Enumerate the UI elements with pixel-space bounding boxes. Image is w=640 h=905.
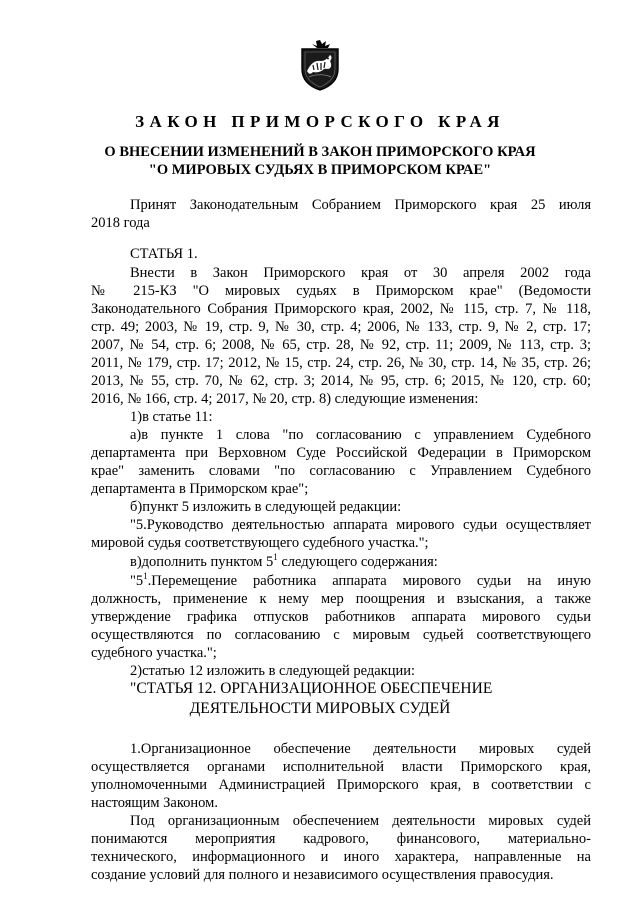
article-12-paragraph-2-line: технического, информационного и иного характера, направленные на xyxy=(91,849,591,865)
article-12-paragraph-1-line: 1.Организационное обеспечение деятельности мировых судей xyxy=(130,741,591,757)
quote-point-5-1-line: судебного участка."; xyxy=(91,645,217,661)
item-1v-heading: в)дополнить пунктом $5^1$ следующего содержания: xyxy=(130,552,438,570)
item-1a-line: департамента в Приморском крае"; xyxy=(91,481,309,497)
article-1-intro-line: Законодательного Собрания Приморского края, 2002, № 115, стр. 7, № 118, xyxy=(91,301,591,317)
article-12-paragraph-2-line: Под организационным обеспечением деятельности мировых судей xyxy=(130,813,591,829)
article-1-intro-line: стр. 49; 2003, № 19, стр. 9, № 30, стр. 4; 2006, № 133, стр. 9, № 2, стр. 17; xyxy=(91,319,591,335)
article-12-paragraph-1-line: настоящим Законом. xyxy=(91,795,218,811)
item-2-heading: 2)статью 12 изложить в следующей редакции: xyxy=(130,663,416,679)
quote-point-5-line: мировой судья соответствующего судебного участка."; xyxy=(91,535,429,551)
quote-point-5-line: "5.Руководство деятельностью аппарата мирового судьи осуществляет xyxy=(130,517,591,533)
quote-point-5-1-line: утверждение графика отпусков работников аппарата мирового судьи xyxy=(91,609,591,625)
article-1-intro-line: 2007, № 54, стр. 6; 2008, № 65, стр. 28, № 92, стр. 11; 2009, № 113, стр. 3; xyxy=(91,337,591,353)
article-1-intro-line: 2016, № 166, стр. 4; 2017, № 20, стр. 8) следующие изменения: xyxy=(91,391,479,407)
article-1-intro-line: № 215-КЗ "О мировых судьях в Приморском крае" (Ведомости xyxy=(91,283,591,299)
quote-point-5-1-line: "$5^1.Перемещение$ работника аппарата мирового судьи на иную xyxy=(130,571,591,589)
adoption-line-2: 2018 года xyxy=(91,215,150,231)
article-1-heading: СТАТЬЯ 1. xyxy=(130,246,198,262)
quote-point-5-1-line: осуществляются по согласованию с мировым судьей соответствующего xyxy=(91,627,591,643)
article-1-intro-line: 2013, № 55, стр. 70, № 62, стр. 3; 2014, № 95, стр. 6; 2015, № 120, стр. 60; xyxy=(91,373,591,389)
law-title: ЗАКОН ПРИМОРСКОГО КРАЯ xyxy=(135,112,505,131)
article-12-paragraph-1-line: уполномоченными Администрацией Приморского края, в соответствии с xyxy=(91,777,591,793)
item-1b-heading: б)пункт 5 изложить в следующей редакции: xyxy=(130,499,402,515)
article-1-intro-line: Внести в Закон Приморского края от 30 апреля 2002 года xyxy=(130,265,591,281)
article-12-paragraph-1-line: осуществляется органами исполнительной власти Приморского края, xyxy=(91,759,591,775)
amendment-title-line-1: О ВНЕСЕНИИ ИЗМЕНЕНИЙ В ЗАКОН ПРИМОРСКОГО КРАЯ xyxy=(104,144,536,160)
adoption-line-1: Принят Законодательным Собранием Приморского края 25 июля xyxy=(130,197,591,213)
item-1a-line: а)в пункте 1 слова "по согласованию с управлением Судебного xyxy=(130,427,591,443)
amendment-title-line-2: "О МИРОВЫХ СУДЬЯХ В ПРИМОРСКОМ КРАЕ" xyxy=(148,162,492,178)
coat-of-arms-icon xyxy=(299,39,341,91)
article-12-paragraph-2-line: понимаются мероприятия кадрового, финансового, материально- xyxy=(91,831,591,847)
item-1a-line: крае" заменить словами "по согласованию с Управлением Судебного xyxy=(91,463,591,479)
article-12-heading-line-2: ДЕЯТЕЛЬНОСТИ МИРОВЫХ СУДЕЙ xyxy=(189,700,451,717)
item-1-heading: 1)в статье 11: xyxy=(130,409,213,425)
article-1-intro-line: 2011, № 179, стр. 17; 2012, № 15, стр. 24, стр. 26, № 30, стр. 14, № 35, стр. 26; xyxy=(91,355,591,371)
article-12-paragraph-2-line: создание условий для полного и независимого осуществления правосудия. xyxy=(91,867,554,883)
quote-point-5-1-line: должность, применение к нему мер поощрения и взыскания, а также xyxy=(91,591,591,607)
article-12-heading-line-1: "СТАТЬЯ 12. ОРГАНИЗАЦИОННОЕ ОБЕСПЕЧЕНИЕ xyxy=(130,680,493,697)
item-1a-line: департамента при Верховном Суде Российской Федерации в Приморском xyxy=(91,445,591,461)
